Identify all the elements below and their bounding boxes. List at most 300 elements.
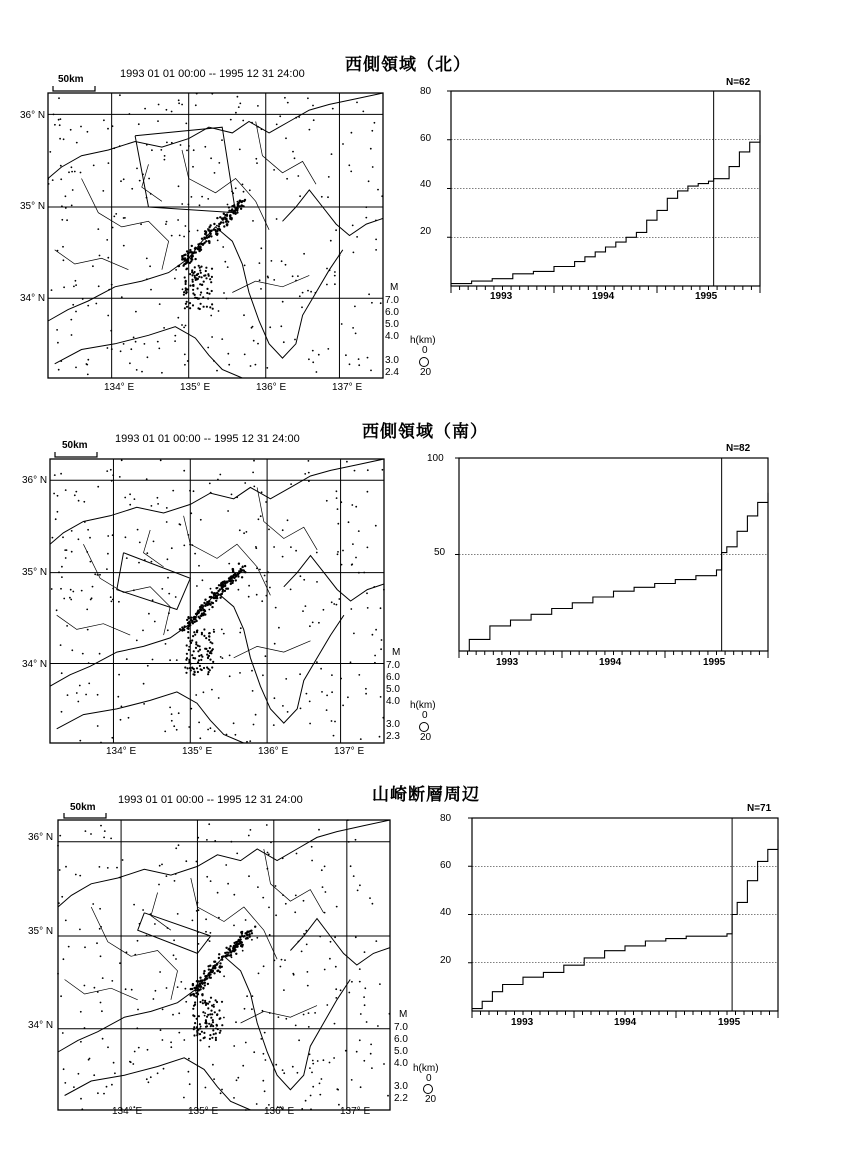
epicenter-dot: [195, 989, 197, 991]
epicenter-dot: [228, 206, 230, 208]
lon-label: 136° E: [258, 746, 289, 757]
y-tick-label: 80: [420, 86, 432, 97]
epicenter-dot: [283, 989, 285, 991]
lat-label: 34° N: [20, 293, 46, 304]
epicenter-dot: [194, 266, 196, 268]
epicenter-dot: [188, 231, 190, 233]
epicenter-dot: [209, 306, 211, 308]
x-tick-label: 1993: [490, 291, 513, 302]
epicenter-dot: [366, 592, 368, 594]
epicenter-dot: [235, 953, 237, 955]
epicenter-dot: [186, 268, 188, 270]
epicenter-dot: [219, 966, 221, 968]
epicenter-dot: [206, 288, 208, 290]
epicenter-dot: [201, 1031, 203, 1033]
epicenter-dot: [112, 588, 114, 590]
epicenter-dot: [227, 510, 229, 512]
prefecture-border: [241, 1006, 317, 1023]
epicenter-dot: [101, 1010, 103, 1012]
epicenter-dot: [202, 243, 204, 245]
epicenter-dot: [71, 649, 73, 651]
epicenter-dot: [199, 1027, 201, 1029]
epicenter-dot: [231, 956, 233, 958]
epicenter-dot: [107, 535, 109, 537]
epicenter-dot: [134, 498, 136, 500]
epicenter-dot: [79, 685, 81, 687]
x-tick-label: 1993: [496, 657, 519, 668]
epicenter-dot: [216, 370, 218, 372]
epicenter-dot: [313, 119, 315, 121]
lon-label: 137° E: [334, 746, 365, 757]
coastline: [284, 556, 384, 601]
epicenter-dot: [295, 1025, 297, 1027]
epicenter-dot: [179, 235, 181, 237]
epicenter-dot: [143, 683, 145, 685]
epicenter-dot: [54, 124, 56, 126]
epicenter-dot: [92, 903, 94, 905]
epicenter-dot: [312, 622, 314, 624]
epicenter-dot: [248, 835, 250, 837]
epicenter-dot: [103, 837, 105, 839]
epicenter-dot: [235, 187, 237, 189]
epicenter-dot: [123, 178, 125, 180]
epicenter-dot: [214, 966, 216, 968]
epicenter-dot: [207, 347, 209, 349]
epicenter-dot: [162, 1009, 164, 1011]
epicenter-dot: [205, 270, 207, 272]
epicenter-dot: [197, 902, 199, 904]
epicenter-dot: [86, 609, 88, 611]
y-tick-label: 20: [440, 955, 452, 966]
epicenter-dot: [312, 361, 314, 363]
epicenter-dot: [297, 1072, 299, 1074]
epicenter-dot: [196, 585, 198, 587]
epicenter-dot: [215, 1039, 217, 1041]
legend-depth: 0: [422, 345, 428, 356]
epicenter-dot: [181, 104, 183, 106]
epicenter-dot: [341, 564, 343, 566]
epicenter-dot: [208, 1046, 210, 1048]
epicenter-dot: [68, 946, 70, 948]
epicenter-dot: [206, 839, 208, 841]
epicenter-dot: [139, 923, 141, 925]
epicenter-dot: [188, 145, 190, 147]
epicenter-dot: [167, 927, 169, 929]
epicenter-dot: [336, 497, 338, 499]
epicenter-dot: [212, 1019, 214, 1021]
epicenter-dot: [252, 472, 254, 474]
epicenter-dot: [262, 897, 264, 899]
epicenter-dot: [134, 1051, 136, 1053]
epicenter-dot: [166, 987, 168, 989]
epicenter-dot: [142, 909, 144, 911]
epicenter-dot: [185, 988, 187, 990]
epicenter-dot: [341, 323, 343, 325]
epicenter-dot: [73, 1086, 75, 1088]
epicenter-dot: [210, 157, 212, 159]
legend-magnitude: 5.0: [386, 684, 400, 695]
epicenter-dot: [205, 277, 207, 279]
epicenter-dot: [189, 302, 191, 304]
epicenter-dot: [208, 226, 210, 228]
epicenter-dot: [334, 283, 336, 285]
epicenter-dot: [198, 565, 200, 567]
epicenter-dot: [144, 343, 146, 345]
epicenter-dot: [212, 661, 214, 663]
epicenter-dot: [219, 1032, 221, 1034]
epicenter-dot: [239, 200, 241, 202]
epicenter-dot: [216, 592, 218, 594]
epicenter-dot: [335, 988, 337, 990]
epicenter-dot: [230, 580, 232, 582]
epicenter-dot: [372, 903, 374, 905]
epicenter-dot: [216, 225, 218, 227]
epicenter-dot: [106, 568, 108, 570]
epicenter-dot: [118, 674, 120, 676]
epicenter-dot: [208, 609, 210, 611]
epicenter-dot: [264, 575, 266, 577]
epicenter-dot: [126, 557, 128, 559]
epicenter-dot: [227, 266, 229, 268]
epicenter-dot: [273, 724, 275, 726]
epicenter-dot: [282, 556, 284, 558]
epicenter-dot: [119, 94, 121, 96]
epicenter-dot: [93, 165, 95, 167]
lat-label: 34° N: [28, 1020, 54, 1031]
epicenter-dot: [159, 971, 161, 973]
epicenter-dot: [75, 491, 77, 493]
epicenter-dot: [65, 920, 67, 922]
epicenter-dot: [242, 944, 244, 946]
epicenter-dot: [111, 980, 113, 982]
epicenter-dot: [202, 1002, 204, 1004]
epicenter-dot: [147, 1049, 149, 1051]
coastline: [55, 327, 243, 378]
epicenter-dot: [337, 508, 339, 510]
map-frame: [58, 820, 390, 1110]
lon-label: 134° E: [104, 382, 135, 393]
epicenter-dot: [303, 900, 305, 902]
epicenter-dot: [171, 235, 173, 237]
epicenter-dot: [71, 171, 73, 173]
epicenter-dot: [205, 648, 207, 650]
epicenter-dot: [365, 217, 367, 219]
epicenter-dot: [80, 1011, 82, 1013]
epicenter-dot: [214, 730, 216, 732]
legend-depth-label: h(km): [410, 700, 436, 711]
epicenter-dot: [227, 212, 229, 214]
epicenter-dot: [184, 354, 186, 356]
epicenter-dot: [201, 196, 203, 198]
epicenter-dot: [121, 296, 123, 298]
epicenter-dot: [239, 149, 241, 151]
epicenter-dot: [107, 1046, 109, 1048]
epicenter-dot: [111, 480, 113, 482]
epicenter-dot: [192, 304, 194, 306]
epicenter-dot: [99, 653, 101, 655]
epicenter-dot: [319, 1094, 321, 1096]
epicenter-dot: [65, 489, 67, 491]
epicenter-dot: [222, 246, 224, 248]
epicenter-dot: [236, 207, 238, 209]
epicenter-dot: [104, 830, 106, 832]
epicenter-dot: [63, 138, 65, 140]
epicenter-dot: [102, 190, 104, 192]
epicenter-dot: [295, 280, 297, 282]
epicenter-dot: [229, 675, 231, 677]
n-label: N=82: [726, 443, 751, 454]
epicenter-dot: [96, 942, 98, 944]
epicenter-dot: [282, 705, 284, 707]
epicenter-dot: [282, 529, 284, 531]
epicenter-dot: [191, 196, 193, 198]
epicenter-dot: [217, 240, 219, 242]
epicenter-dot: [67, 694, 69, 696]
epicenter-dot: [197, 287, 199, 289]
epicenter-dot: [153, 541, 155, 543]
epicenter-dot: [250, 365, 252, 367]
epicenter-dot: [225, 217, 227, 219]
epicenter-dot: [202, 987, 204, 989]
epicenter-dot: [239, 632, 241, 634]
epicenter-dot: [60, 165, 62, 167]
epicenter-dot: [148, 1081, 150, 1083]
epicenter-dot: [200, 272, 202, 274]
epicenter-dot: [329, 958, 331, 960]
epicenter-dot: [269, 934, 271, 936]
map-layer: [47, 93, 383, 378]
epicenter-dot: [265, 501, 267, 503]
epicenter-dot: [190, 619, 192, 621]
epicenter-dot: [51, 289, 53, 291]
epicenter-dot: [208, 242, 210, 244]
epicenter-dot: [209, 596, 211, 598]
epicenter-dot: [245, 919, 247, 921]
epicenter-dot: [256, 1103, 258, 1105]
epicenter-dot: [260, 515, 262, 517]
epicenter-dot: [78, 500, 80, 502]
epicenter-dot: [339, 254, 341, 256]
epicenter-dot: [210, 588, 212, 590]
epicenter-dot: [302, 610, 304, 612]
epicenter-dot: [206, 654, 208, 656]
epicenter-dot: [187, 257, 189, 259]
epicenter-dot: [358, 530, 360, 532]
epicenter-dot: [171, 142, 173, 144]
epicenter-dot: [53, 114, 55, 116]
epicenter-dot: [179, 628, 181, 630]
epicenter-dot: [266, 595, 268, 597]
epicenter-dot: [181, 324, 183, 326]
epicenter-dot: [241, 200, 243, 202]
prefecture-border: [57, 615, 131, 635]
epicenter-dot: [350, 865, 352, 867]
epicenter-dot: [172, 490, 174, 492]
epicenter-dot: [330, 240, 332, 242]
epicenter-dot: [49, 151, 51, 153]
epicenter-dot: [107, 128, 109, 130]
epicenter-dot: [235, 1021, 237, 1023]
epicenter-dot: [124, 497, 126, 499]
lat-label: 36° N: [20, 110, 46, 121]
epicenter-dot: [108, 162, 110, 164]
epicenter-dot: [113, 1062, 115, 1064]
epicenter-dot: [340, 678, 342, 680]
legend-m-label: M: [392, 647, 401, 658]
legend-magnitude: 5.0: [394, 1046, 408, 1057]
epicenter-dot: [324, 912, 326, 914]
epicenter-dot: [235, 734, 237, 736]
epicenter-dot: [216, 1024, 218, 1026]
epicenter-dot: [307, 290, 309, 292]
epicenter-dot: [194, 1022, 196, 1024]
epicenter-dot: [178, 844, 180, 846]
cumulative-count-chart: [451, 91, 760, 286]
epicenter-dot: [113, 147, 115, 149]
epicenter-dot: [335, 997, 337, 999]
epicenter-dot: [307, 97, 309, 99]
epicenter-dot: [235, 579, 237, 581]
epicenter-dot: [193, 1028, 195, 1030]
epicenter-dot: [211, 1037, 213, 1039]
epicenter-dot: [233, 925, 235, 927]
legend-magnitude: 6.0: [385, 307, 399, 318]
epicenter-dot: [275, 1064, 277, 1066]
epicenter-dot: [80, 172, 82, 174]
epicenter-dot: [99, 908, 101, 910]
epicenter-dot: [60, 473, 62, 475]
epicenter-dot: [70, 589, 72, 591]
epicenter-dot: [243, 191, 245, 193]
epicenter-dot: [61, 672, 63, 674]
epicenter-dot: [186, 657, 188, 659]
epicenter-dot: [252, 220, 254, 222]
epicenter-dot: [225, 864, 227, 866]
epicenter-dot: [240, 569, 242, 571]
epicenter-dot: [173, 954, 175, 956]
epicenter-dot: [273, 546, 275, 548]
epicenter-dot: [255, 547, 257, 549]
epicenter-dot: [261, 491, 263, 493]
epicenter-dot: [280, 966, 282, 968]
epicenter-dot: [198, 655, 200, 657]
epicenter-dot: [158, 104, 160, 106]
epicenter-dot: [209, 603, 211, 605]
epicenter-dot: [305, 930, 307, 932]
epicenter-dot: [324, 969, 326, 971]
epicenter-dot: [320, 668, 322, 670]
epicenter-dot: [332, 108, 334, 110]
epicenter-dot: [336, 490, 338, 492]
epicenter-dot: [130, 348, 132, 350]
epicenter-dot: [246, 934, 248, 936]
epicenter-dot: [236, 853, 238, 855]
epicenter-dot: [209, 1038, 211, 1040]
epicenter-dot: [264, 1032, 266, 1034]
epicenter-dot: [374, 655, 376, 657]
epicenter-dot: [205, 1021, 207, 1023]
seismicity-map: [48, 93, 383, 378]
epicenter-dot: [230, 954, 232, 956]
epicenter-dot: [203, 667, 205, 669]
epicenter-dot: [321, 869, 323, 871]
epicenter-dot: [375, 629, 377, 631]
epicenter-dot: [168, 593, 170, 595]
epicenter-dot: [359, 1039, 361, 1041]
epicenter-dot: [57, 495, 59, 497]
epicenter-dot: [327, 348, 329, 350]
epicenter-dot: [267, 852, 269, 854]
epicenter-dot: [87, 374, 89, 376]
epicenter-dot: [360, 1086, 362, 1088]
epicenter-dot: [348, 841, 350, 843]
epicenter-dot: [196, 274, 198, 276]
epicenter-dot: [253, 486, 255, 488]
epicenter-dot: [199, 269, 201, 271]
epicenter-dot: [190, 617, 192, 619]
epicenter-dot: [244, 265, 246, 267]
epicenter-dot: [220, 656, 222, 658]
epicenter-dot: [321, 1078, 323, 1080]
epicenter-dot: [220, 582, 222, 584]
epicenter-dot: [187, 360, 189, 362]
epicenter-dot: [146, 144, 148, 146]
epicenter-dot: [312, 1060, 314, 1062]
epicenter-dot: [192, 920, 194, 922]
epicenter-dot: [232, 192, 234, 194]
epicenter-dot: [184, 307, 186, 309]
epicenter-dot: [142, 630, 144, 632]
epicenter-dot: [227, 353, 229, 355]
epicenter-dot: [267, 276, 269, 278]
epicenter-dot: [242, 184, 244, 186]
epicenter-dot: [183, 1039, 185, 1041]
epicenter-dot: [379, 736, 381, 738]
epicenter-dot: [381, 639, 383, 641]
epicenter-dot: [183, 1097, 185, 1099]
epicenter-dot: [144, 108, 146, 110]
epicenter-dot: [292, 1066, 294, 1068]
epicenter-dot: [354, 470, 356, 472]
epicenter-dot: [228, 952, 230, 954]
epicenter-dot: [331, 691, 333, 693]
epicenter-dot: [119, 877, 121, 879]
epicenter-dot: [310, 291, 312, 293]
epicenter-dot: [223, 1017, 225, 1019]
epicenter-dot: [200, 986, 202, 988]
prefecture-border: [234, 641, 311, 658]
epicenter-dot: [116, 867, 118, 869]
epicenter-dot: [285, 264, 287, 266]
epicenter-dot: [367, 469, 369, 471]
scale-label: 50km: [58, 74, 84, 85]
epicenter-dot: [185, 1001, 187, 1003]
epicenter-dot: [255, 158, 257, 160]
epicenter-dot: [185, 225, 187, 227]
epicenter-dot: [119, 962, 121, 964]
epicenter-dot: [126, 658, 128, 660]
epicenter-dot: [203, 691, 205, 693]
epicenter-dot: [165, 223, 167, 225]
epicenter-dot: [209, 652, 211, 654]
epicenter-dot: [114, 1072, 116, 1074]
epicenter-dot: [246, 531, 248, 533]
epicenter-dot: [271, 260, 273, 262]
epicenter-dot: [51, 588, 53, 590]
epicenter-dot: [189, 273, 191, 275]
epicenter-dot: [197, 230, 199, 232]
epicenter-dot: [207, 650, 209, 652]
